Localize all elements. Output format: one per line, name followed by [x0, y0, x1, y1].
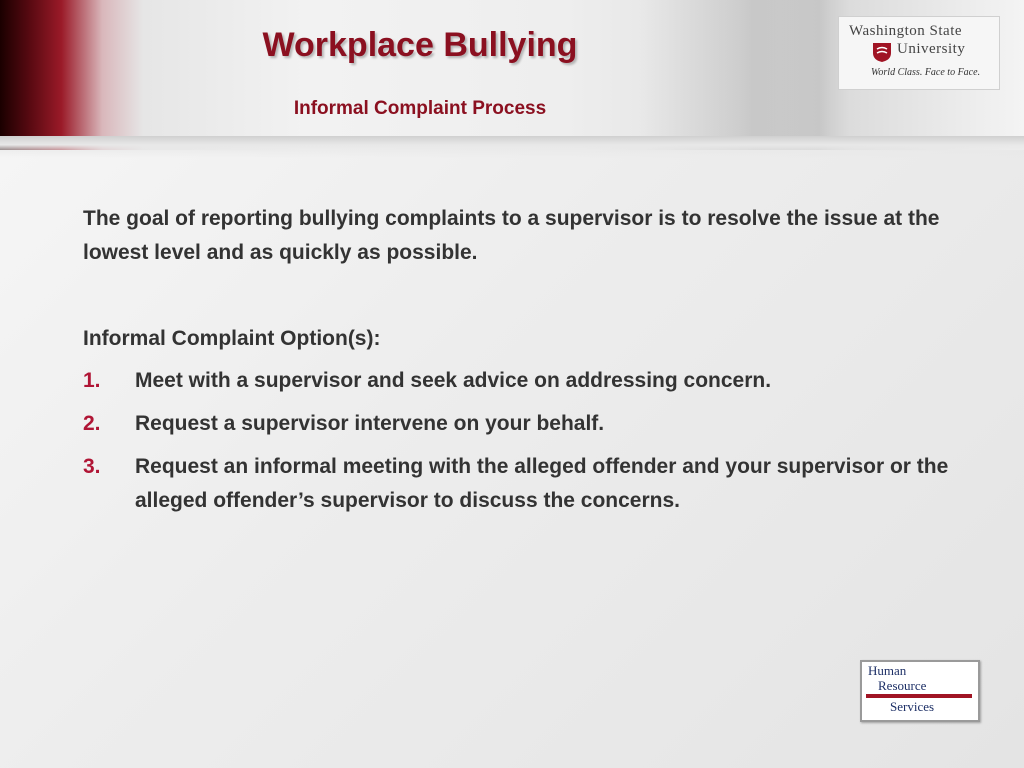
hrs-logo — [860, 660, 980, 722]
list-item-text: Request a supervisor intervene on your behalf. — [135, 412, 605, 435]
hrs-logo-line3: Services — [890, 699, 935, 714]
list-item-text: Meet with a supervisor and seek advice on addressing concern. — [135, 369, 772, 392]
list-item — [83, 364, 963, 398]
hrs-logo-line1: Human — [868, 663, 907, 678]
list-number: 1. — [83, 369, 101, 392]
wsu-seal-icon — [871, 41, 893, 63]
list-item-text: Request an informal meeting with the alleged offender and your supervisor or the alleged offender’s supervisor to discuss the concerns. — [135, 455, 949, 512]
slide-content — [83, 202, 963, 527]
options-list — [83, 364, 963, 518]
wsu-logo — [838, 16, 1000, 90]
list-item — [83, 450, 963, 518]
header-shade — [640, 0, 830, 150]
header-divider — [0, 136, 1024, 158]
list-number: 3. — [83, 455, 101, 478]
hrs-logo-bar — [866, 694, 972, 698]
wsu-tagline: World Class. Face to Face. — [871, 67, 981, 78]
list-number: 2. — [83, 412, 101, 435]
hrs-logo-line2: Resource — [878, 678, 927, 693]
options-heading: Informal Complaint Option(s): — [83, 327, 381, 350]
page-subtitle: Informal Complaint Process — [293, 98, 547, 119]
list-item — [83, 407, 963, 441]
page-title: Workplace Bullying — [262, 26, 578, 64]
wsu-logo-line2: University — [897, 41, 966, 57]
wsu-logo-line1: Washington State — [849, 23, 963, 39]
intro-paragraph: The goal of reporting bullying complaints to a supervisor is to resolve the issue at the lowest level and as quickly as possible. — [83, 207, 940, 264]
